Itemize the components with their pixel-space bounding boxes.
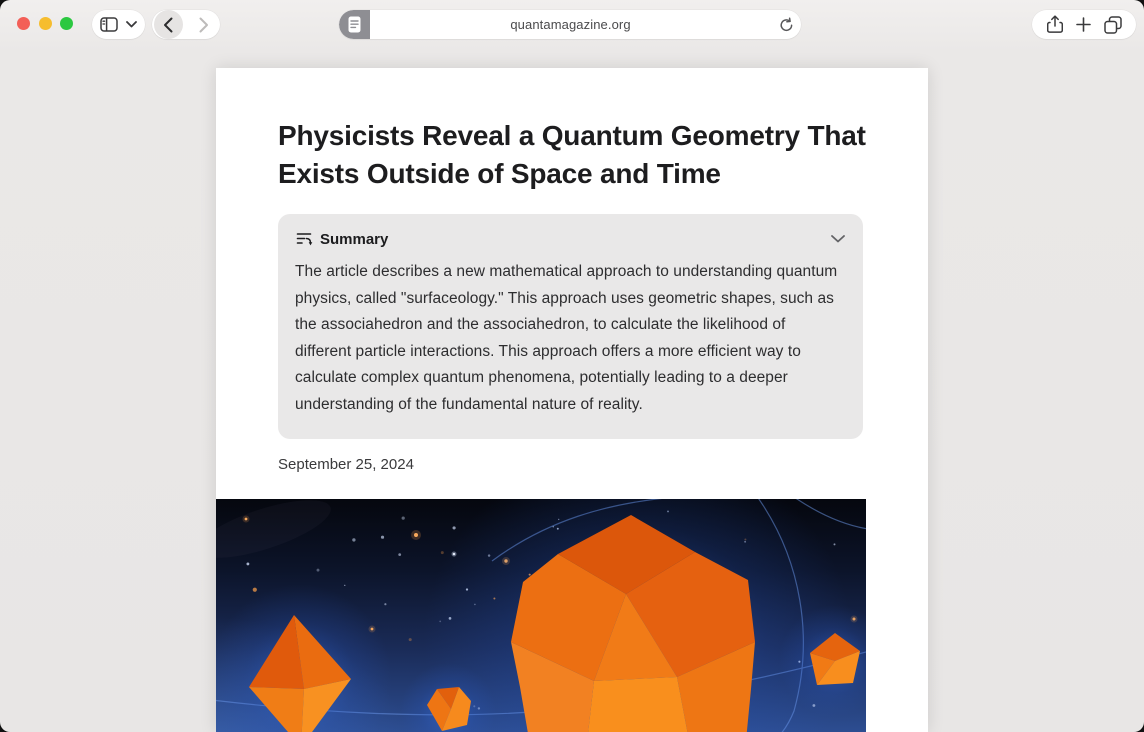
summary-text: The article describes a new mathematical approach to understanding quantum physics, called "surfaceology." This approach uses geometric shapes, such as the associahedron and the associahedron, to calculate the likelihood of different particle interactions. This approach offers a more efficient way to calculate complex quantum phenomena, potentially leading to a deeper understanding of the fundamental nature of reality. bbox=[295, 263, 838, 413]
reload-button[interactable] bbox=[771, 10, 801, 39]
reload-icon bbox=[779, 17, 794, 33]
new-tab-button[interactable] bbox=[1076, 17, 1091, 32]
browser-toolbar bbox=[0, 0, 1144, 50]
summary-collapse-button[interactable] bbox=[831, 235, 845, 243]
sidebar-control[interactable] bbox=[92, 10, 145, 39]
summary-header[interactable] bbox=[295, 230, 845, 248]
chevron-down-icon bbox=[126, 21, 137, 28]
back-icon bbox=[163, 17, 173, 33]
traffic-lights bbox=[17, 17, 73, 30]
minimize-window-button[interactable] bbox=[39, 17, 52, 30]
reader-page bbox=[216, 68, 928, 732]
tab-overview-button[interactable] bbox=[1104, 16, 1122, 34]
article-title: Physicists Reveal a Quantum Geometry That Exists Outside of Space and Time bbox=[278, 120, 866, 189]
reader-button[interactable] bbox=[339, 10, 370, 39]
zoom-window-button[interactable] bbox=[60, 17, 73, 30]
toolbar-right-controls bbox=[1032, 10, 1136, 39]
forward-icon bbox=[199, 17, 209, 33]
summarize-icon bbox=[295, 230, 313, 248]
share-button[interactable] bbox=[1047, 15, 1063, 34]
chevron-down-icon bbox=[831, 235, 845, 243]
navigation-controls bbox=[152, 10, 220, 39]
url-text[interactable]: quantamagazine.org bbox=[510, 17, 631, 32]
reader-icon bbox=[348, 16, 361, 33]
address-bar[interactable] bbox=[339, 10, 801, 39]
article-date: September 25, 2024 bbox=[278, 456, 414, 473]
summary-label: Summary bbox=[320, 230, 389, 248]
sidebar-icon bbox=[100, 17, 118, 32]
forward-button[interactable] bbox=[189, 10, 219, 39]
hero-image bbox=[216, 499, 866, 732]
summary-card bbox=[278, 214, 863, 439]
back-button[interactable] bbox=[154, 10, 183, 39]
close-window-button[interactable] bbox=[17, 17, 30, 30]
share-icon bbox=[1047, 15, 1063, 34]
new-tab-icon bbox=[1076, 17, 1091, 32]
tab-overview-icon bbox=[1104, 16, 1122, 34]
